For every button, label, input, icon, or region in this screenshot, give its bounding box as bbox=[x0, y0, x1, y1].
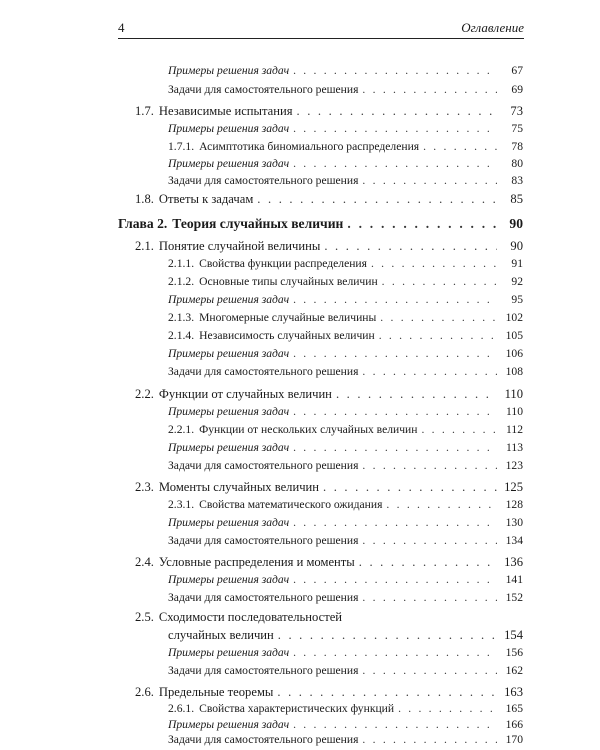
toc-section-2-2 bbox=[135, 385, 523, 403]
entry-label: Условные распределения и моменты bbox=[158, 555, 355, 569]
leader-dots bbox=[382, 273, 497, 291]
toc-entry-exercises bbox=[168, 81, 523, 99]
section-number: 2.6. bbox=[135, 685, 154, 699]
section-number: 2.2.1. bbox=[168, 423, 195, 436]
entry-label: Примеры решения задач bbox=[168, 573, 290, 586]
section-number: 2.1. bbox=[135, 239, 154, 253]
entry-label: Задачи для самостоятельного решения bbox=[168, 365, 359, 378]
leader-dots bbox=[362, 662, 497, 680]
entry-label: Примеры решения задач bbox=[168, 516, 290, 529]
entry-page: 83 bbox=[511, 174, 523, 187]
leader-dots bbox=[362, 172, 497, 190]
entry-label: Функции от нескольких случайных величин bbox=[199, 423, 418, 436]
leader-dots bbox=[293, 571, 497, 589]
entry-page: 80 bbox=[511, 157, 523, 170]
toc-entry-examples bbox=[168, 644, 523, 662]
entry-label: Независимость случайных величин bbox=[199, 329, 375, 342]
entry-page: 90 bbox=[509, 216, 523, 231]
entry-page: 123 bbox=[505, 459, 523, 472]
entry-label: Задачи для самостоятельного решения bbox=[168, 664, 359, 677]
section-number: 2.2. bbox=[135, 387, 154, 401]
entry-page: 125 bbox=[504, 480, 523, 494]
toc-entry-examples bbox=[168, 571, 523, 589]
entry-page: 92 bbox=[511, 275, 523, 288]
entry-page: 106 bbox=[505, 347, 523, 360]
entry-label: Примеры решения задач bbox=[168, 64, 290, 77]
entry-page: 105 bbox=[505, 329, 523, 342]
leader-dots bbox=[293, 62, 497, 80]
leader-dots bbox=[359, 553, 497, 571]
section-number: 2.4. bbox=[135, 555, 154, 569]
entry-page: 75 bbox=[511, 122, 523, 135]
entry-label: Задачи для самостоятельного решения bbox=[168, 534, 359, 547]
leader-dots bbox=[371, 255, 497, 273]
entry-page: 73 bbox=[510, 104, 523, 118]
leader-dots bbox=[293, 155, 497, 173]
leader-dots bbox=[362, 363, 497, 381]
toc-section-2-4 bbox=[135, 553, 523, 571]
toc-entry-exercises bbox=[168, 363, 523, 381]
section-number: 2.1.3. bbox=[168, 311, 195, 324]
entry-label: Задачи для самостоятельного решения bbox=[168, 591, 359, 604]
toc-entry-examples bbox=[168, 120, 523, 138]
entry-label: Сходимости последовательностей bbox=[158, 610, 343, 624]
toc-entry-examples bbox=[168, 291, 523, 309]
entry-page: 112 bbox=[506, 423, 523, 436]
entry-label: Задачи для самостоятельного решения bbox=[168, 83, 359, 96]
section-number: 2.1.2. bbox=[168, 275, 195, 288]
page-number: 4 bbox=[118, 20, 125, 35]
leader-dots bbox=[324, 237, 497, 255]
section-number: 2.3.1. bbox=[168, 498, 195, 511]
entry-label: Примеры решения задач bbox=[168, 718, 290, 731]
section-number: 2.1.1. bbox=[168, 257, 195, 270]
entry-label: Примеры решения задач bbox=[168, 157, 290, 170]
section-number: 2.6.1. bbox=[168, 702, 195, 715]
entry-label: Задачи для самостоятельного решения bbox=[168, 733, 359, 746]
toc-section-2-6 bbox=[135, 683, 523, 701]
entry-page: 165 bbox=[505, 702, 523, 715]
entry-page: 110 bbox=[504, 387, 523, 401]
toc-subsection-2-1-2 bbox=[168, 273, 523, 291]
entry-page: 170 bbox=[505, 733, 523, 746]
entry-label: Задачи для самостоятельного решения bbox=[168, 174, 359, 187]
section-number: 1.8. bbox=[135, 192, 154, 206]
entry-page: 136 bbox=[504, 555, 523, 569]
entry-page: 95 bbox=[511, 293, 523, 306]
entry-page: 108 bbox=[505, 365, 523, 378]
entry-label: Функции от случайных величин bbox=[158, 387, 332, 401]
entry-page: 154 bbox=[504, 628, 523, 642]
leader-dots bbox=[277, 683, 497, 701]
entry-label: Понятие случайной величины bbox=[158, 239, 321, 253]
entry-page: 166 bbox=[505, 718, 523, 731]
toc-subsection-2-1-4 bbox=[168, 327, 523, 345]
entry-page: 163 bbox=[504, 685, 523, 699]
leader-dots bbox=[293, 403, 497, 421]
entry-page: 152 bbox=[505, 591, 523, 604]
leader-dots bbox=[297, 102, 497, 120]
entry-page: 130 bbox=[505, 516, 523, 529]
leader-dots bbox=[362, 731, 497, 749]
leader-dots bbox=[323, 478, 497, 496]
toc-entry-examples bbox=[168, 155, 523, 173]
leader-dots bbox=[347, 215, 497, 233]
entry-page: 156 bbox=[505, 646, 523, 659]
section-number: 2.5. bbox=[135, 610, 154, 624]
entry-label: Ответы к задачам bbox=[158, 192, 254, 206]
section-number: 1.7. bbox=[135, 104, 154, 118]
toc-section-2-5 bbox=[135, 608, 523, 626]
toc-chapter-2 bbox=[118, 215, 523, 233]
toc-entry-exercises bbox=[168, 662, 523, 680]
leader-dots bbox=[293, 291, 497, 309]
entry-label: Свойства характеристических функций bbox=[199, 702, 395, 715]
leader-dots bbox=[362, 589, 497, 607]
entry-label: Основные типы случайных величин bbox=[199, 275, 378, 288]
toc-entry-examples bbox=[168, 403, 523, 421]
toc-entry-exercises bbox=[168, 457, 523, 475]
entry-label: Предельные теоремы bbox=[158, 685, 274, 699]
entry-page: 128 bbox=[505, 498, 523, 511]
leader-dots bbox=[278, 626, 497, 644]
toc-section-2-3 bbox=[135, 478, 523, 496]
toc-subsection-2-3-1 bbox=[168, 496, 523, 514]
entry-page: 110 bbox=[506, 405, 523, 418]
toc-entry-exercises bbox=[168, 589, 523, 607]
section-number: 2.1.4. bbox=[168, 329, 195, 342]
running-title: Оглавление bbox=[461, 20, 524, 35]
leader-dots bbox=[336, 385, 497, 403]
toc-section-2-5-continued bbox=[168, 626, 523, 644]
entry-page: 162 bbox=[505, 664, 523, 677]
toc-subsection-2-1-3 bbox=[168, 309, 523, 327]
entry-page: 85 bbox=[510, 192, 523, 206]
toc-entry-examples bbox=[168, 439, 523, 457]
entry-label: Свойства математического ожидания bbox=[199, 498, 383, 511]
leader-dots bbox=[362, 457, 497, 475]
toc-entry-exercises bbox=[168, 532, 523, 550]
entry-label: Свойства функции распределения bbox=[199, 257, 367, 270]
entry-label: Примеры решения задач bbox=[168, 441, 290, 454]
entry-label: Примеры решения задач bbox=[168, 646, 290, 659]
entry-page: 113 bbox=[506, 441, 523, 454]
toc-entry-examples bbox=[168, 514, 523, 532]
entry-label: Асимптотика биномиального распределения bbox=[199, 140, 420, 153]
toc-entry-examples bbox=[168, 62, 523, 80]
entry-page: 90 bbox=[510, 239, 523, 253]
entry-label: Примеры решения задач bbox=[168, 347, 290, 360]
leader-dots bbox=[362, 532, 497, 550]
leader-dots bbox=[421, 421, 497, 439]
entry-page: 134 bbox=[505, 534, 523, 547]
entry-label: Примеры решения задач bbox=[168, 405, 290, 418]
leader-dots bbox=[293, 439, 497, 457]
leader-dots bbox=[386, 496, 497, 514]
toc-section-1-7 bbox=[135, 102, 523, 120]
entry-label: случайных величин bbox=[168, 628, 274, 642]
toc-section-1-8 bbox=[135, 190, 523, 208]
entry-label: Примеры решения задач bbox=[168, 293, 290, 306]
entry-page: 69 bbox=[511, 83, 523, 96]
section-number: 2.3. bbox=[135, 480, 154, 494]
section-number: 1.7.1. bbox=[168, 140, 195, 153]
toc-entry-exercises bbox=[168, 731, 523, 749]
toc-entry-exercises bbox=[168, 172, 523, 190]
leader-dots bbox=[379, 327, 497, 345]
toc-entry-examples bbox=[168, 345, 523, 363]
leader-dots bbox=[293, 120, 497, 138]
entry-label: Примеры решения задач bbox=[168, 122, 290, 135]
toc-subsection-2-1-1 bbox=[168, 255, 523, 273]
leader-dots bbox=[380, 309, 497, 327]
leader-dots bbox=[293, 345, 497, 363]
chapter-number: Глава 2. bbox=[118, 216, 168, 231]
leader-dots bbox=[293, 514, 497, 532]
entry-label: Моменты случайных величин bbox=[158, 480, 320, 494]
entry-page: 102 bbox=[505, 311, 523, 324]
entry-label: Задачи для самостоятельного решения bbox=[168, 459, 359, 472]
leader-dots bbox=[257, 190, 497, 208]
chapter-title: Теория случайных величин bbox=[172, 216, 344, 231]
entry-label: Независимые испытания bbox=[158, 104, 293, 118]
entry-page: 91 bbox=[511, 257, 523, 270]
leader-dots bbox=[293, 644, 497, 662]
entry-page: 67 bbox=[511, 64, 523, 77]
leader-dots bbox=[423, 138, 497, 156]
entry-label: Многомерные случайные величины bbox=[199, 311, 377, 324]
toc-section-2-1 bbox=[135, 237, 523, 255]
toc-subsection-1-7-1 bbox=[168, 138, 523, 156]
leader-dots bbox=[362, 81, 497, 99]
entry-page: 78 bbox=[511, 140, 523, 153]
toc-subsection-2-2-1 bbox=[168, 421, 523, 439]
entry-page: 141 bbox=[505, 573, 523, 586]
